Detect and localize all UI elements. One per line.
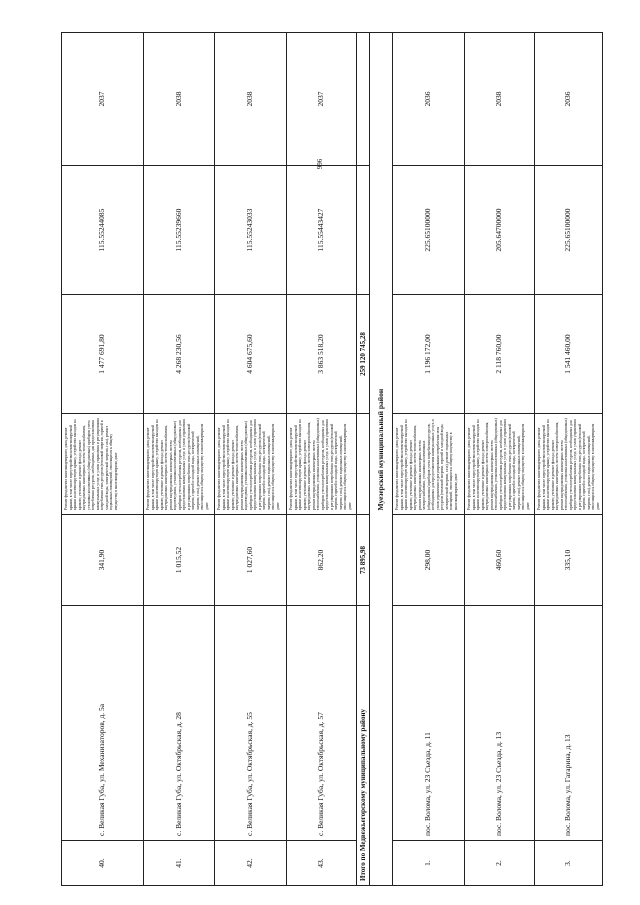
row-number: 2. <box>465 841 535 886</box>
work-list-cell <box>287 414 357 515</box>
work-list-cell <box>215 414 287 515</box>
cost-cell: 3 863 518,20 <box>287 295 357 414</box>
total-area: 73 895,98 <box>357 515 370 606</box>
address-cell: с. Великая Губа, ул. Октябрьская, д. 55 <box>215 606 287 841</box>
year-cell: 2036 <box>393 33 465 166</box>
rotated-page-content <box>61 91 600 886</box>
work-list-text: Ремонт фундамента многоквартирного дома; ремонт крыши, в том числе переустройство невентилируемой крыши на вентилируемую крышу, устройство выходов на кровлю; утепление и ремонт фасада; ремонт внутридомовых инженерных систем электроснабжения, ремонт внутридомовых инженерных систем теплоснабжения, установка коллективных (общедомовых) приборов учета потребления ресурсов, необходимых для предоставления коммунальных услуг, и узлов управления и регулирования потребления этих ресурсов (тепловой энергии, горячей и холодной воды, электрической энергии, газа), ремонт подвальных помещений, относящихся к общему имуществу в многоквартирном доме <box>289 418 352 510</box>
table-row <box>215 33 287 886</box>
area-cell: 335,10 <box>535 515 603 606</box>
work-list-cell <box>393 414 465 515</box>
address-cell: с. Великая Губа, ул. Октябрьская, д. 57 <box>287 606 357 841</box>
table-row <box>287 33 357 886</box>
code-cell: 115.55244085 <box>62 166 144 295</box>
area-cell: 298,00 <box>393 515 465 606</box>
year-cell: 2038 <box>144 33 215 166</box>
table-row <box>465 33 535 886</box>
row-number: 1. <box>393 841 465 886</box>
work-list-cell <box>144 414 215 515</box>
row-number: 3. <box>535 841 603 886</box>
capital-repair-table <box>61 32 603 886</box>
total-year-blank <box>357 33 370 166</box>
area-cell: 862,20 <box>287 515 357 606</box>
work-list-text: Ремонт фундамента многоквартирного дома; ремонт крыши, в том числе переустройство невентилируемой крыши на вентилируемую крышу, устройство выходов на кровлю; утепление и ремонт фасада; ремонт внутридомовых инженерных систем теплоснабжения, ремонт внутридомовых инженерных систем водоотведения, установка коллективных (общедомовых) приборов учета потребления ресурсов, необходимых для предоставления коммунальных услуг, и узлов управления и регулирования потребления этих ресурсов (тепловой энергии, горячей и холодной воды, электрической энергии, газа), ремонт подвальных помещений, относящихся к общему имуществу в многоквартирном доме <box>146 419 209 510</box>
section-title: Муезерский муниципальный район <box>370 33 393 515</box>
cost-cell: 2 118 760,00 <box>465 295 535 414</box>
code-cell: 115.55443427 <box>287 166 357 295</box>
work-list-cell <box>535 414 603 515</box>
area-cell: 341,90 <box>62 515 144 606</box>
area-cell: 1 027,60 <box>215 515 287 606</box>
cost-cell: 4 604 675,60 <box>215 295 287 414</box>
cost-cell: 1 477 691,80 <box>62 295 144 414</box>
row-number: 40. <box>62 841 144 886</box>
year-cell: 2036 <box>535 33 603 166</box>
address-cell: с. Великая Губа, ул. Октябрьская, д. 28 <box>144 606 215 841</box>
district-section-row <box>370 33 393 886</box>
code-cell: 115.55243033 <box>215 166 287 295</box>
table-row <box>393 33 465 886</box>
work-list-text: Ремонт фундамента многоквартирного дома; ремонт крыши, в том числе переустройство невентилируемой крыши на вентилируемую крышу, устройство выходов на кровлю; утепление и ремонт фасада; ремонт внутридомовых инженерных систем электроснабжения, ремонт внутридомовых инженерных систем теплоснабжения, установка коллективных (общедомовых) приборов учета потребления ресурсов, необходимых для предоставления коммунальных услуг, и узлов управления и регулирования потребления этих ресурсов (тепловой энергии, горячей и холодной воды, электрической энергии, газа), ремонт подвальных помещений, относящихся к общему имуществу в многоквартирном доме <box>537 418 600 510</box>
cost-cell: 1 196 172,00 <box>393 295 465 414</box>
year-cell: 2037 <box>62 33 144 166</box>
cost-cell: 1 541 460,00 <box>535 295 603 414</box>
total-cost: 259 120 745,28 <box>357 295 370 414</box>
work-list-text: Ремонт фундамента многоквартирного дома; ремонт крыши, в том числе переустройство невентилируемой крыши на вентилируемую крышу, устройство выходов на кровлю; утепление и ремонт фасада; ремонт внутридомовых инженерных систем теплоснабжения, ремонт внутридомовых инженерных систем водоотведения, установка коллективных (общедомовых) приборов учета потребления ресурсов, необходимых для предоставления коммунальных услуг, и узлов управления и регулирования потребления этих ресурсов (тепловой энергии, горячей и холодной воды, электрической энергии, газа), ремонт подвальных помещений, относящихся к общему имуществу в многоквартирном доме <box>217 419 280 510</box>
row-number: 41. <box>144 841 215 886</box>
work-list-cell <box>465 414 535 515</box>
page-number: 996 <box>316 158 324 170</box>
address-cell: пос. Волома, ул. 23 Съезда, д. 11 <box>393 606 465 841</box>
total-code-blank <box>357 166 370 295</box>
total-work-blank <box>357 414 370 515</box>
code-cell: 115.55239660 <box>144 166 215 295</box>
section-spacer <box>370 606 393 841</box>
address-cell: пос. Волома, ул. 23 Съезда, д. 13 <box>465 606 535 841</box>
year-cell: 2038 <box>465 33 535 166</box>
area-cell: 460,60 <box>465 515 535 606</box>
section-spacer <box>370 515 393 606</box>
code-cell: 205.64700000 <box>465 166 535 295</box>
section-spacer <box>370 841 393 886</box>
work-list-text: Ремонт фундамента многоквартирного дома; ремонт крыши, в том числе переустройство невентилируемой крыши на вентилируемую крышу, устройство выходов на кровлю; утепление и ремонт фасада; ремонт внутридомовых инженерных систем электроснабжения, ремонт внутридомовых инженерных систем теплоснабжения, установка коллективных (общедомовых) приборов учета потребления ресурсов, необходимых для предоставления коммунальных услуг, и узлов управления и регулирования потребления этих ресурсов (тепловой энергии, горячей и холодной воды, электрической энергии, газа), ремонт подвальных помещений, относящихся к общему имуществу в многоквартирном доме <box>467 418 530 510</box>
address-cell: с. Великая Губа, ул. Механизаторов, д. 5а <box>62 606 144 841</box>
district-total-row <box>357 33 370 886</box>
row-number: 43. <box>287 841 357 886</box>
code-cell: 225.65100000 <box>393 166 465 295</box>
year-cell: 2038 <box>215 33 287 166</box>
work-list-text: Ремонт фундамента многоквартирного дома; ремонт крыши, в том числе переустройство невентилируемой крыши на вентилируемую крышу, устройство выходов на кровлю; утепление и ремонт фасада; ремонт внутридомовых инженерных систем теплоснабжения, установка коллективных (общедомовых) приборов учета потребления ресурсов, необходимых для предоставления коммунальных услуг, и узлов управления и регулирования потребления этих ресурсов (тепловой энергии, горячей и холодной воды, электрической энергии, газа), ремонт подвальных помещений, относящихся к общему имуществу в многоквартирном доме <box>64 418 118 510</box>
table-row <box>144 33 215 886</box>
work-list-text: Ремонт фундамента многоквартирного дома; ремонт крыши, в том числе переустройство невентилируемой крыши на вентилируемую крышу, устройство выходов на кровлю; утепление и ремонт фасада; ремонт внутридомовых инженерных систем теплоснабжения, ремонт внутридомовых инженерных систем электроснабжения, установка коллективных (общедомовых) приборов учета потребления ресурсов, необходимых для предоставления коммунальных услуг, и узлов управления и регулирования потребления этих ресурсов (тепловой энергии, горячей и холодной воды, электрической энергии, газа), ремонт подвальных помещений, относящихся к общему имуществу в многоквартирном доме <box>395 419 458 510</box>
year-cell: 2037 <box>287 33 357 166</box>
table-row <box>535 33 603 886</box>
total-label: Итого по Медвежьегорскому муниципальному району <box>357 606 370 886</box>
cost-cell: 4 268 230,56 <box>144 295 215 414</box>
code-cell: 225.65100000 <box>535 166 603 295</box>
area-cell: 1 015,52 <box>144 515 215 606</box>
work-list-cell <box>62 414 144 515</box>
row-number: 42. <box>215 841 287 886</box>
address-cell: пос. Волома, ул. Гагарина, д. 13 <box>535 606 603 841</box>
table-row <box>62 33 144 886</box>
